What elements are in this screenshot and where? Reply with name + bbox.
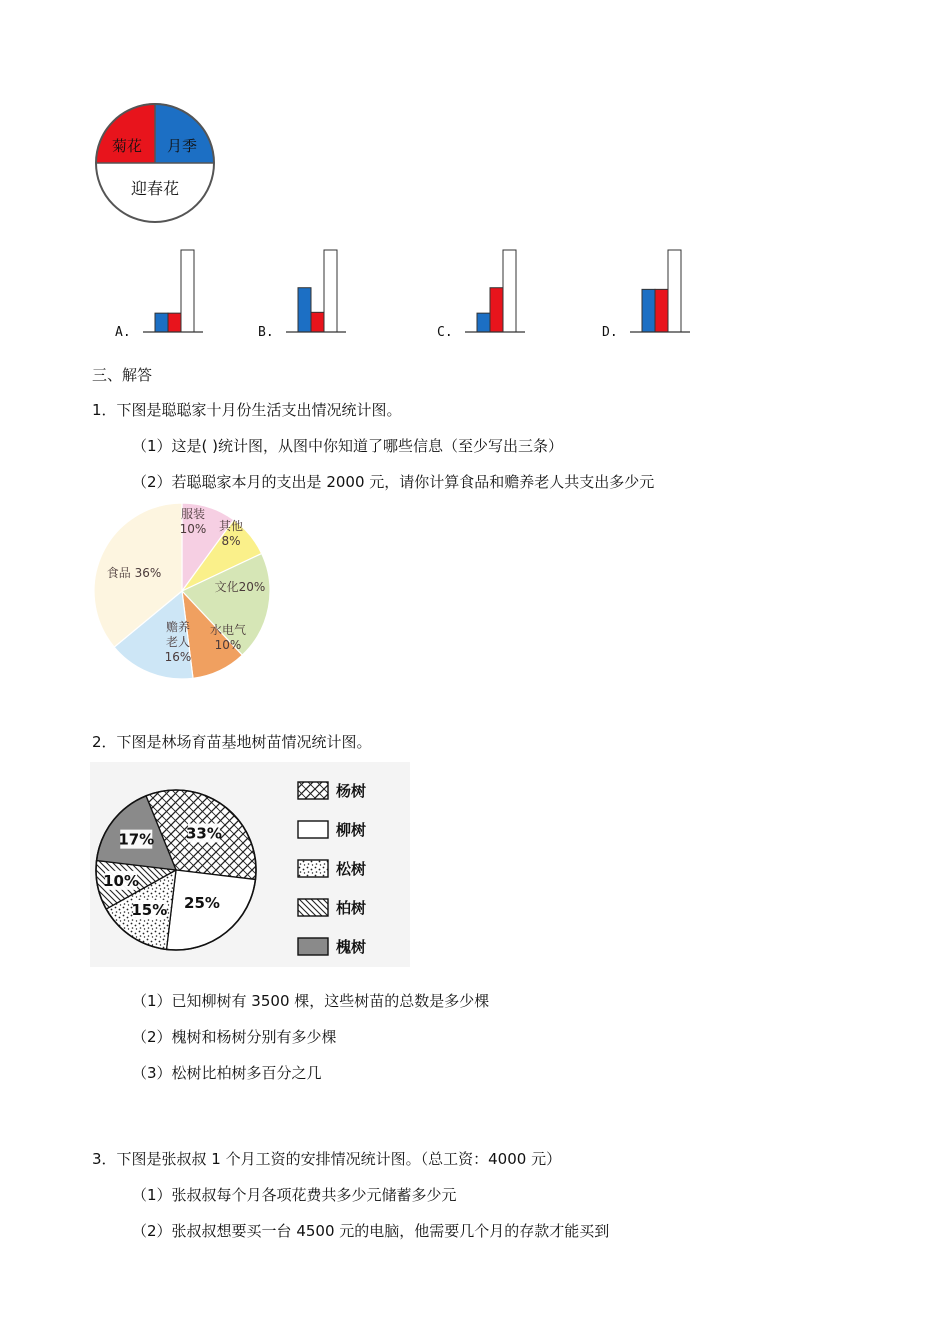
option-b-bar-white [324,250,337,332]
expense-label-0: 10% [179,522,207,536]
tree-legend-label-4: 槐树 [336,938,367,956]
option-c-chart [435,246,545,346]
tree-legend-swatch-4 [298,938,328,955]
q2-sub3: （3）松树比柏树多百分之几 [132,1064,322,1082]
tree-legend-swatch-2 [298,860,328,877]
option-d-bar-red [655,289,668,332]
tree-label-0: 33% [185,824,222,843]
q3-sub2: （2）张叔叔想要买一台 4500 元的电脑，他需要几个月的存款才能买到 [132,1222,610,1240]
q3-stem: 3．下图是张叔叔 1 个月工资的安排情况统计图。（总工资：4000 元） [92,1150,562,1168]
section-title: 三、解答 [92,366,153,384]
expense-pie-chart [90,500,290,685]
q2-stem: 2．下图是林场育苗基地树苗情况统计图。 [92,733,372,751]
expense-label-4: 16% [164,650,192,664]
option-d-bar-blue [642,289,655,332]
flower-label-yingchun: 迎春花 [130,179,180,198]
option-b-bar-red [311,312,324,332]
tree-legend-label-2: 松树 [336,860,367,878]
option-d-chart [600,246,710,346]
option-b-bar-blue [298,288,311,332]
option-c-bar-red [490,288,503,332]
option-label: A. [115,325,131,340]
q2-sub1: （1）已知柳树有 3500 棵，这些树苗的总数是多少棵 [132,992,490,1010]
option-a-chart [113,246,223,346]
tree-label-1: 25% [184,894,220,913]
tree-label-2: 15% [131,900,168,919]
q3-sub1: （1）张叔叔每个月各项花费共多少元储蓄多少元 [132,1186,457,1204]
option-d-bar-white [668,250,681,332]
expense-label-1: 其他 [218,519,244,533]
expense-label-1: 8% [221,534,241,548]
expense-label-5: 食品 36% [106,566,162,580]
tree-legend-label-3: 柏树 [336,899,367,917]
q2-sub2: （2）槐树和杨树分别有多少棵 [132,1028,337,1046]
flower-label-yueji: 月季 [166,137,198,155]
option-a-bar-white [181,250,194,332]
tree-legend-label-0: 杨树 [336,782,367,800]
option-label: B. [258,325,274,340]
expense-label-4: 老人 [165,635,191,649]
flower-pie-chart [90,98,220,228]
expense-label-2: 文化20% [214,580,266,594]
q1-sub1: （1）这是( )统计图，从图中你知道了哪些信息（至少写出三条） [132,437,564,455]
flower-label-juhua: 菊花 [111,137,143,155]
tree-pie-chart [90,762,410,967]
expense-label-4: 赡养 [165,620,191,634]
expense-label-3: 水电气 [209,623,247,637]
tree-label-3: 10% [103,871,140,890]
q1-sub2: （2）若聪聪家本月的支出是 2000 元，请你计算食品和赡养老人共支出多少元 [132,473,655,491]
option-a-bar-red [168,313,181,332]
tree-legend-label-1: 柳树 [336,821,367,839]
option-b-chart [256,246,366,346]
expense-label-0: 服装 [180,507,206,521]
tree-legend-swatch-0 [298,782,328,799]
option-label: C. [437,325,453,340]
tree-label-4: 17% [118,830,155,849]
option-a-bar-blue [155,313,168,332]
option-c-bar-white [503,250,516,332]
q1-stem: 1．下图是聪聪家十月份生活支出情况统计图。 [92,401,402,419]
tree-legend-swatch-1 [298,821,328,838]
option-c-bar-blue [477,313,490,332]
expense-label-3: 10% [214,638,242,652]
option-label: D. [602,325,618,340]
tree-legend-swatch-3 [298,899,328,916]
